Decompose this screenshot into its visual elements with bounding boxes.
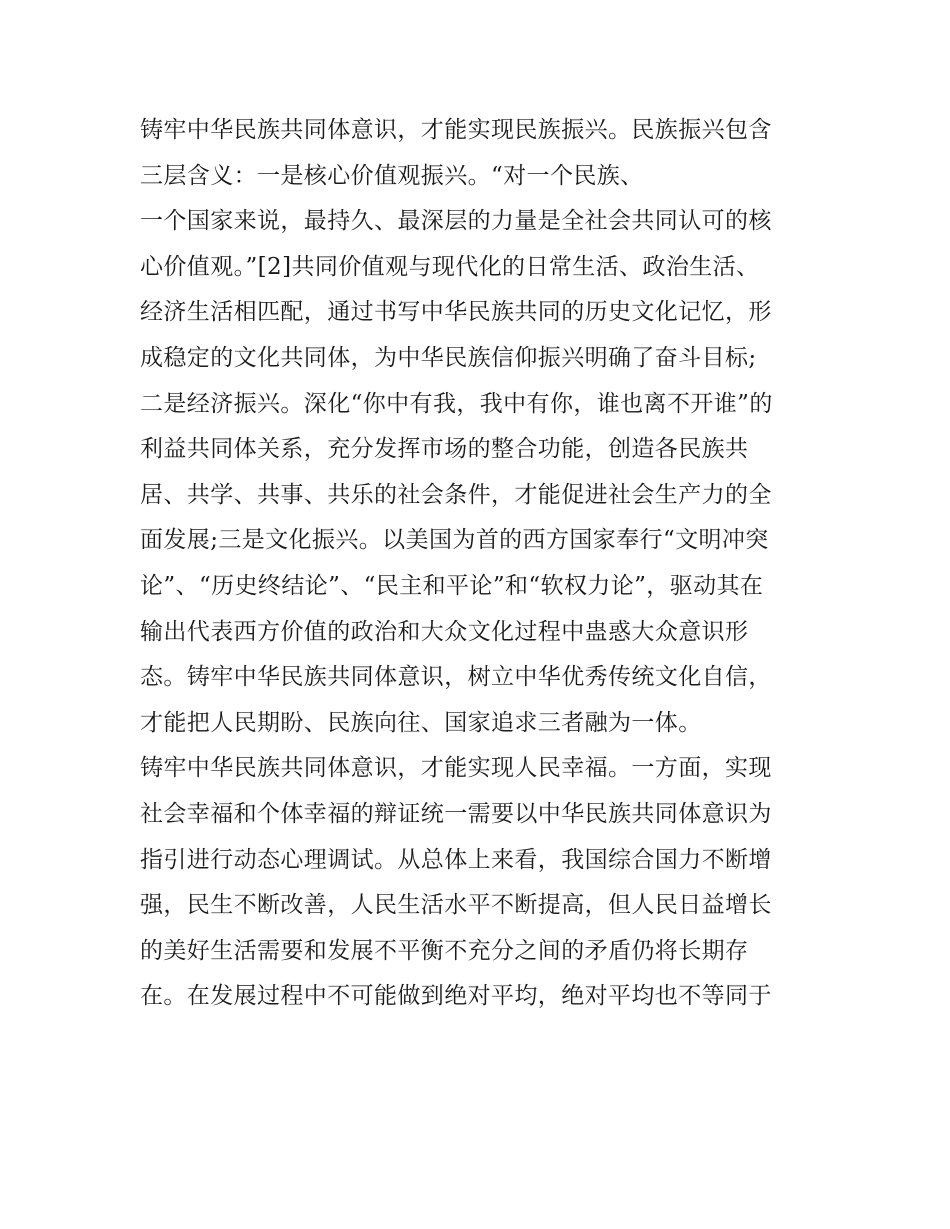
text-line-14: 才能把人民期盼、民族向往、国家追求三者融为一体。 — [140, 709, 702, 736]
text-line-19: 的美好生活需要和发展不平衡不充分之间的矛盾仍将长期存 — [140, 937, 749, 964]
text-line-11: 论”、“历史终结论”、“民主和平论”和“软权力论”，驱动其在 — [140, 572, 764, 599]
body-text — [140, 108, 830, 1020]
text-line-15: 铸牢中华民族共同体意识，才能实现人民幸福。一方面，实现 — [140, 755, 772, 782]
text-line-3: 一个国家来说，最持久、最深层的力量是全社会共同认可的核 — [140, 208, 772, 235]
text-line-6: 成稳定的文化共同体，为中华民族信仰振兴明确了奋斗目标; — [140, 344, 757, 371]
text-line-10: 面发展;三是文化振兴。以美国为首的西方国家奉行“文明冲突 — [140, 527, 769, 554]
text-line-2: 三层含义：一是核心价值观振兴。“对一个民族、 — [140, 162, 644, 189]
text-line-17: 指引进行动态心理调试。从总体上来看，我国综合国力不断增 — [140, 846, 772, 873]
text-line-12: 输出代表西方价值的政治和大众文化过程中蛊惑大众意识形 — [140, 618, 749, 645]
text-line-1: 铸牢中华民族共同体意识，才能实现民族振兴。民族振兴包含 — [140, 117, 772, 143]
text-line-9: 居、共学、共事、共乐的社会条件，才能促进社会生产力的全 — [140, 481, 772, 508]
text-line-7: 二是经济振兴。深化“你中有我，我中有你，谁也离不开谁”的 — [140, 390, 773, 417]
text-line-4: 心价值观。”[2]共同价值观与现代化的日常生活、政治生活、 — [140, 253, 760, 280]
text-line-5: 经济生活相匹配，通过书写中华民族共同的历史文化记忆，形 — [140, 299, 772, 326]
text-line-18: 强，民生不断改善，人民生活水平不断提高，但人民日益增长 — [140, 892, 772, 919]
text-line-13: 态。铸牢中华民族共同体意识，树立中华优秀传统文化自信， — [140, 664, 772, 691]
text-line-8: 利益共同体关系，充分发挥市场的整合功能，创造各民族共 — [140, 436, 749, 463]
text-line-20: 在。在发展过程中不可能做到绝对平均，绝对平均也不等同于 — [140, 983, 772, 1010]
text-line-16: 社会幸福和个体幸福的辩证统一需要以中华民族共同体意识为 — [140, 800, 772, 827]
